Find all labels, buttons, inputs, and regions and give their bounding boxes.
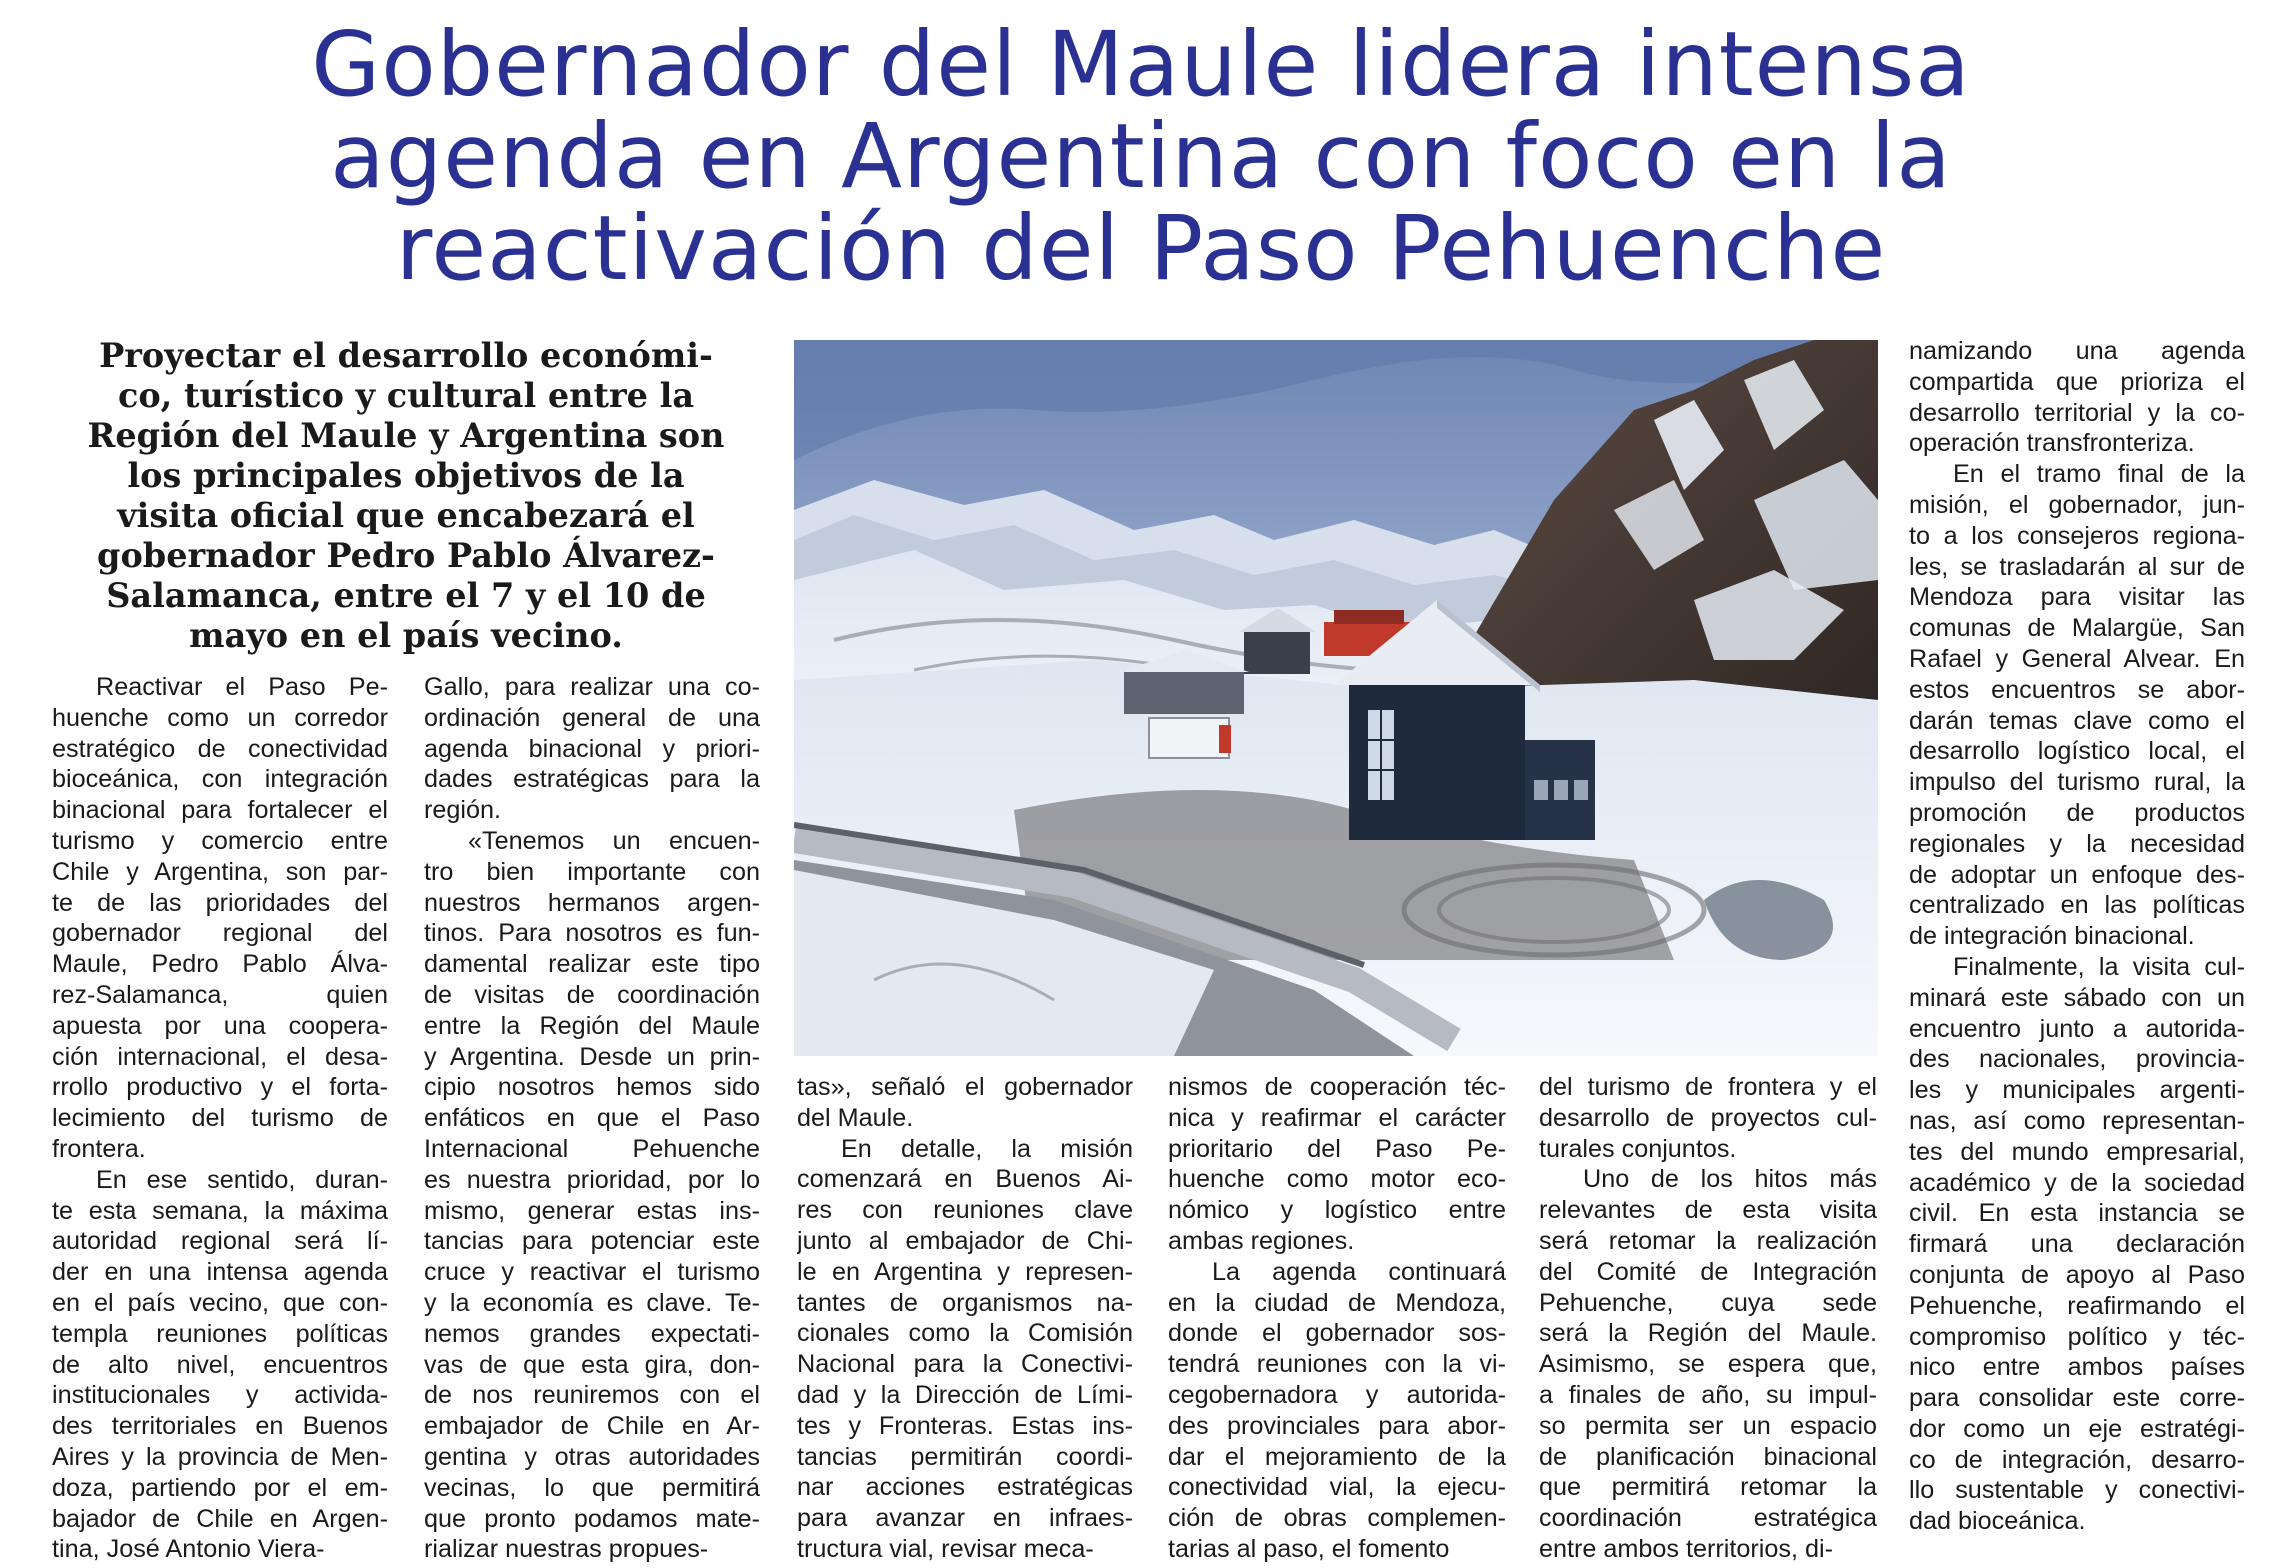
article-text-line: tina, José Antonio Viera- [52, 1535, 325, 1564]
article-text-line: dad bioceánica. [1909, 1507, 2086, 1536]
article-text-line: Nacional para la Conectivi- [797, 1350, 1133, 1379]
article-text-line: encuentro junto a autorida- [1909, 1014, 2245, 1043]
article-text-line: compartida que prioriza el [1909, 367, 2245, 396]
article-text-line: Chile y Argentina, son par- [52, 857, 388, 886]
article-text-line: En detalle, la misión [841, 1134, 1133, 1163]
article-column-6 [1909, 336, 2245, 1537]
article-text-line: nas, así como representan- [1909, 1106, 2245, 1135]
article-text-line: bajador de Chile en Argen- [52, 1504, 388, 1533]
article-column-3 [797, 1072, 1133, 1565]
lead-line: Proyectar el desarrollo económi- [99, 336, 713, 375]
article-text-line: nar acciones estratégicas [797, 1473, 1133, 1502]
article-text-line: Maule, Pedro Pablo Álva- [52, 950, 388, 979]
article-text-line: binacional para fortalecer el [52, 796, 388, 825]
article-text-line: te esta semana, la máxima [52, 1196, 388, 1225]
article-text-line: En el tramo final de la [1953, 460, 2245, 489]
article-text-line: del Maule. [797, 1103, 914, 1132]
article-text-line: tas», señaló el gobernador [797, 1073, 1133, 1101]
article-text-line: rrollo productivo y el forta- [52, 1073, 388, 1102]
article-text-line: embajador de Chile en Ar- [424, 1412, 760, 1441]
article-text-line: dor como un eje estratégi- [1909, 1414, 2245, 1443]
article-text-line: a finales de año, su impul- [1539, 1380, 1877, 1409]
article-text-line: de alto nivel, encuentros [52, 1350, 388, 1379]
article-text-line: ambas regiones. [1168, 1226, 1355, 1255]
article-text-line: en la ciudad de Mendoza, [1168, 1288, 1506, 1317]
article-text-line: de visitas de coordinación [424, 980, 760, 1009]
article-text-line: damental realizar este tipo [424, 950, 760, 979]
article-text-line: centralizado en las políticas [1909, 891, 2245, 920]
article-text-line: ción de obras complemen- [1168, 1504, 1506, 1533]
article-text-line: des territoriales en Buenos [52, 1412, 388, 1441]
headline-line: agenda en Argentina con foco en la [330, 104, 1952, 208]
mountain-landscape-image [794, 340, 1878, 1056]
article-text-line: cionales como la Comisión [797, 1319, 1133, 1348]
article-text-line: lecimiento del turismo de [52, 1104, 388, 1133]
article-text-line: tancias permitirán coordi- [797, 1442, 1133, 1471]
article-text-line: coordinación estratégica [1539, 1504, 1877, 1533]
lead-line: visita oficial que encabezará el [117, 496, 695, 535]
article-text-line: turismo y comercio entre [52, 826, 388, 855]
article-text-line: des nacionales, provincia- [1909, 1045, 2245, 1074]
article-text-line: entre ambos territorios, di- [1539, 1534, 1833, 1563]
article-text-line: En ese sentido, duran- [96, 1165, 388, 1194]
article-text-line: namizando una agenda [1909, 337, 2245, 365]
article-text-line: dar el mejoramiento de la [1168, 1442, 1506, 1471]
article-text-line: donde el gobernador sos- [1168, 1319, 1506, 1348]
article-text-line: tancias para potenciar este [424, 1227, 760, 1256]
article-text-line: será retomar la realización [1539, 1226, 1877, 1255]
lead-line: mayo en el país vecino. [189, 616, 623, 655]
article-text-line: de nos reuniremos con el [424, 1381, 760, 1410]
article-text-line: del turismo de frontera y el [1539, 1073, 1877, 1101]
article-text-line: nómico y logístico entre [1168, 1196, 1506, 1225]
article-text-line: frontera. [52, 1134, 146, 1163]
article-text-line: es nuestra prioridad, por lo [424, 1165, 760, 1194]
article-text-line: región. [424, 796, 502, 825]
article-text-line: nemos grandes expectati- [424, 1319, 760, 1348]
article-text-line: nismos de cooperación téc- [1168, 1073, 1506, 1101]
article-text-line: comenzará en Buenos Ai- [797, 1165, 1133, 1194]
article-text-line: les y municipales argenti- [1909, 1076, 2245, 1105]
lead-line: los principales objetivos de la [127, 456, 685, 495]
article-text-line: civil. En esta instancia se [1909, 1199, 2245, 1228]
article-text-line: para avanzar en infraes- [797, 1504, 1133, 1533]
article-text-line: Finalmente, la visita cul- [1953, 952, 2245, 981]
article-text-line: en el país vecino, que con- [52, 1288, 388, 1317]
article-text-line: turales conjuntos. [1539, 1134, 1737, 1163]
article-text-line: nico entre ambos países [1909, 1353, 2245, 1382]
article-text-line: enfáticos en que el Paso [424, 1104, 760, 1133]
lead-line: co, turístico y cultural entre la [117, 376, 695, 415]
article-text-line: desarrollo logístico local, el [1909, 737, 2245, 766]
headline [40, 12, 2242, 300]
article-text-line: gobernador regional del [52, 919, 388, 948]
article-text-line: nuestros hermanos argen- [424, 888, 760, 917]
lead-line: Región del Maule y Argentina son [87, 416, 725, 455]
article-text-line: impulso del turismo rural, la [1909, 768, 2245, 797]
article-text-line: será la Región del Maule. [1539, 1319, 1877, 1348]
article-photo [794, 340, 1878, 1056]
article-text-line: doza, partiendo por el em- [52, 1473, 388, 1502]
article-text-line: mismo, generar estas ins- [424, 1196, 760, 1225]
article-text-line: res con reuniones clave [797, 1196, 1133, 1225]
article-text-line: co de integración, desarro- [1909, 1445, 2245, 1474]
article-text-line: desarrollo de proyectos cul- [1539, 1103, 1877, 1132]
article-text-line: tendrá reuniones con la vi- [1168, 1350, 1506, 1379]
article-text-line: tro bien importante con [424, 857, 760, 886]
article-text-line: llo sustentable y conectivi- [1909, 1476, 2245, 1505]
article-text-line: le en Argentina y represen- [797, 1257, 1133, 1286]
article-text-line: y Argentina. Desde un prin- [424, 1042, 760, 1071]
article-text-line: bioceánica, con integración [52, 765, 388, 794]
article-text-line: minará este sábado con un [1909, 983, 2245, 1012]
article-text-line: prioritario del Paso Pe- [1168, 1134, 1506, 1163]
article-text-line: dad y la Dirección de Lími- [797, 1380, 1133, 1409]
article-text-line: Pehuenche, cuya sede [1539, 1288, 1877, 1317]
article-text-line: de planificación binacional [1539, 1442, 1877, 1471]
article-text-line: junto al embajador de Chi- [797, 1226, 1133, 1255]
article-text-line: des provinciales para abor- [1168, 1411, 1506, 1440]
article-text-line: tantes de organismos na- [797, 1288, 1133, 1317]
article-text-line: Pehuenche, reafirmando el [1909, 1291, 2245, 1320]
article-text-line: huenche como un corredor [52, 703, 388, 732]
headline-line: reactivación del Paso Pehuenche [395, 196, 1887, 300]
article-text-line: entre la Región del Maule [424, 1011, 760, 1040]
lead-paragraph [50, 336, 762, 656]
article-text-line: compromiso político y téc- [1909, 1322, 2245, 1351]
article-text-line: de integración binacional. [1909, 922, 2195, 951]
article-text-line: tinos. Para nosotros es fun- [424, 919, 760, 948]
article-text-line: dades estratégicas para la [424, 765, 760, 794]
article-column-5 [1539, 1072, 1877, 1565]
article-text-line: gentina y otras autoridades [424, 1442, 760, 1471]
article-text-line: tructura vial, revisar meca- [797, 1534, 1094, 1563]
article-text-line: tes y Fronteras. Estas ins- [797, 1411, 1133, 1440]
article-text-line: les, se trasladarán al sur de [1909, 552, 2245, 581]
article-text-line: «Tenemos un encuen- [468, 826, 760, 855]
article-text-line: Rafael y General Alvear. En [1909, 644, 2245, 673]
article-text-line: promoción de productos [1909, 798, 2245, 827]
article-text-line: vas de que esta gira, don- [424, 1350, 760, 1379]
article-text-line: comunas de Malargüe, San [1909, 614, 2245, 643]
article-text-line: desarrollo territorial y la co- [1909, 398, 2245, 427]
article-text-line: te de las prioridades del [52, 888, 388, 917]
article-text-line: vecinas, lo que permitirá [424, 1473, 760, 1502]
article-column-1 [52, 672, 388, 1565]
article-text-line: so permita ser un espacio [1539, 1411, 1877, 1440]
article-text-line: tarias al paso, el fomento [1168, 1534, 1450, 1563]
article-text-line: darán temas clave como el [1909, 706, 2245, 735]
article-text-line: académico y de la sociedad [1909, 1168, 2245, 1197]
article-text-line: cruce y reactivar el turismo [424, 1258, 760, 1287]
article-text-line: Uno de los hitos más [1583, 1165, 1877, 1194]
article-text-line: estos encuentros se abor- [1909, 675, 2245, 704]
article-column-4 [1168, 1072, 1506, 1565]
lead-line: gobernador Pedro Pablo Álvarez- [97, 536, 715, 575]
article-text-line: templa reuniones políticas [52, 1319, 388, 1348]
article-text-line: cegobernadora y autorida- [1168, 1380, 1506, 1409]
article-text-line: La agenda continuará [1212, 1257, 1506, 1286]
article-text-line: der en una intensa agenda [52, 1258, 388, 1287]
article-text-line: para consolidar este corre- [1909, 1384, 2245, 1413]
article-text-line: to a los consejeros regiona- [1909, 521, 2245, 550]
article-text-line: conjunta de apoyo al Paso [1909, 1260, 2245, 1289]
article-text-line: autoridad regional será lí- [52, 1227, 388, 1256]
article-text-line: rializar nuestras propues- [424, 1535, 709, 1564]
article-text-line: que permitirá retomar la [1539, 1473, 1877, 1502]
article-text-line: Reactivar el Paso Pe- [96, 673, 388, 701]
article-text-line: apuesta por una coopera- [52, 1011, 388, 1040]
article-text-line: nica y reafirmar el carácter [1168, 1103, 1506, 1132]
article-text-line: agenda binacional y priori- [424, 734, 760, 763]
article-text-line: ordinación general de una [424, 703, 760, 732]
article-text-line: rez-Salamanca, quien [52, 980, 388, 1009]
article-text-line: ción internacional, el desa- [52, 1042, 388, 1071]
article-text-line: Aires y la provincia de Men- [52, 1442, 388, 1471]
article-text-line: estratégico de conectividad [52, 734, 388, 763]
article-text-line: Gallo, para realizar una co- [424, 673, 760, 701]
lead-line: Salamanca, entre el 7 y el 10 de [106, 576, 706, 615]
article-text-line: operación transfronteriza. [1909, 429, 2195, 458]
article-text-line: relevantes de esta visita [1539, 1196, 1877, 1225]
article-text-line: y la economía es clave. Te- [424, 1288, 760, 1317]
headline-line: Gobernador del Maule lidera intensa [311, 12, 1971, 116]
article-text-line: del Comité de Integración [1539, 1257, 1877, 1286]
article-text-line: tes del mundo empresarial, [1909, 1137, 2245, 1166]
article-text-line: misión, el gobernador, jun- [1909, 490, 2245, 519]
article-text-line: conectividad vial, la ejecu- [1168, 1473, 1506, 1502]
article-text-line: de adoptar un enfoque des- [1909, 860, 2245, 889]
article-text-line: Asimismo, se espera que, [1539, 1350, 1877, 1379]
article-text-line: institucionales y activida- [52, 1381, 388, 1410]
article-text-line: que pronto podamos mate- [424, 1504, 760, 1533]
article-text-line: huenche como motor eco- [1168, 1165, 1506, 1194]
article-text-line: regionales y la necesidad [1909, 829, 2245, 858]
article-text-line: Internacional Pehuenche [424, 1134, 760, 1163]
article-text-line: Mendoza para visitar las [1909, 583, 2245, 612]
article-text-line: cipio nosotros hemos sido [424, 1073, 760, 1102]
article-text-line: firmará una declaración [1909, 1230, 2245, 1259]
article-column-2 [424, 672, 760, 1565]
